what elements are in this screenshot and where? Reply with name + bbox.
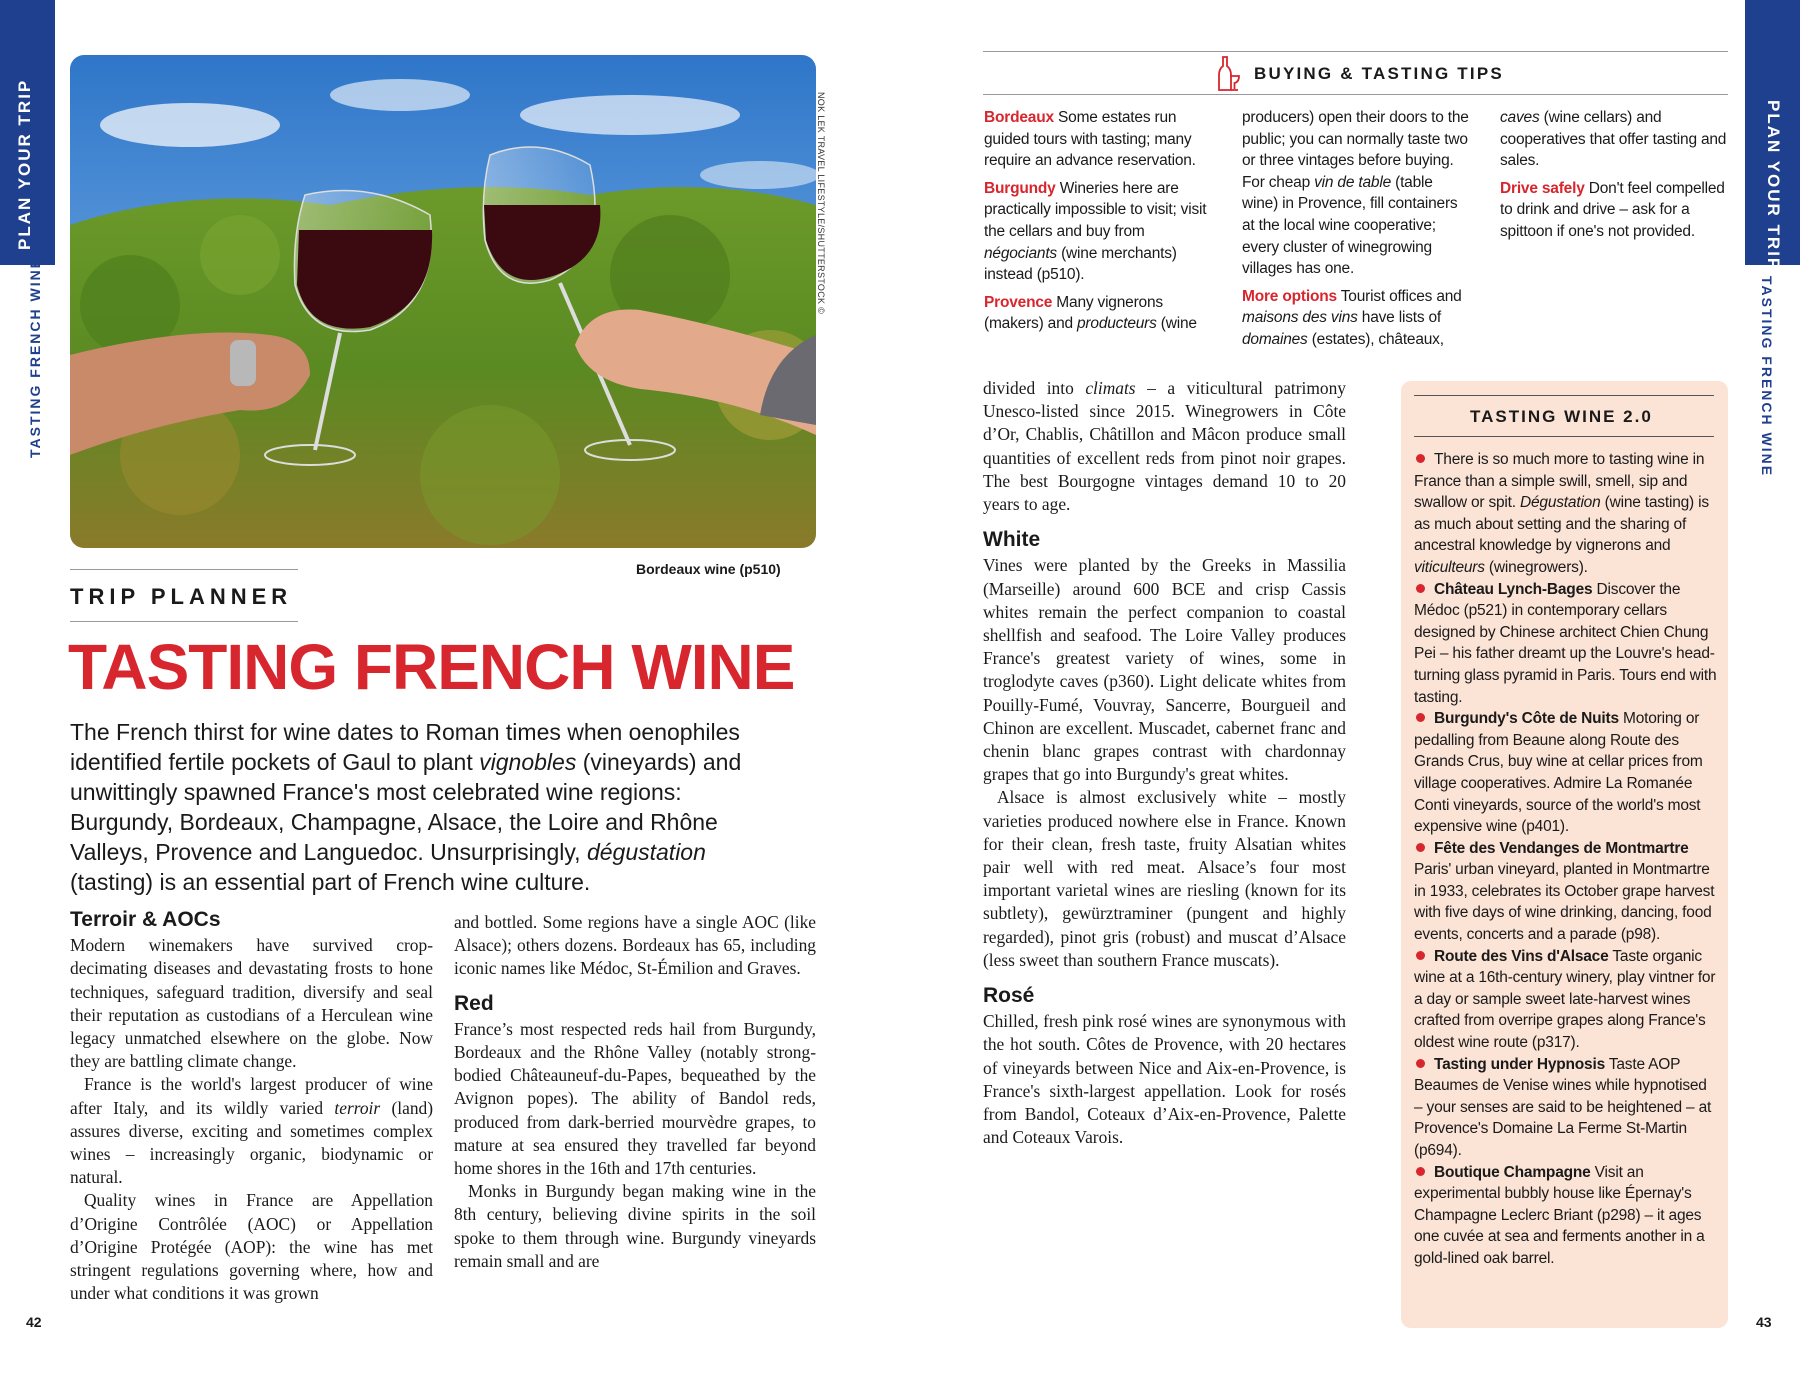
- sidebar-item: There is so much more to tasting wine in France than a simple swill, smell, sip and swallow or spit. Dégustation (wine tasting) is as much about setting and the sharing of ancestral knowledge by vignerons and viticulteurs (winegrowers).: [1414, 451, 1709, 576]
- red-paragraph-3: divided into climats – a viticultural patrimony Unesco-listed since 2015. Winegrowers in Côte d’Or, Chablis, Châtillon and Mâcon produce small quantities of excellent reds from pinot noir grapes. The best Bourgogne vintages demand 10 to 20 years to age.: [983, 378, 1346, 515]
- terroir-paragraph-1: Modern winemakers have survived crop-decimating diseases and devastating frosts to hone techniques, safeguard tradition, diversify and seal their reputation as custodians of a Herculean wine legacy unmatched elsewhere on the globe. Now they are battling climate change.: [70, 935, 433, 1072]
- sidebar-title: TASTING WINE 2.0: [1470, 407, 1653, 426]
- tip-provence-continued: producers) open their doors to the public; you can normally taste two or three vintages before buying. For cheap vin de table (table wine) in Provence, fill containers at the local wine cooperative; every cluster of winegrowing villages has one.: [1242, 109, 1469, 278]
- terroir-heading: Terroir & AOCs: [70, 908, 221, 931]
- sidebar-item: Tasting under Hypnosis Taste AOP Beaumes de Venise wines while hypnotised – your senses are said to be heightened – at Provence's Domaine La Ferme St-Martin (p694).: [1414, 1055, 1712, 1159]
- kicker-rule-bottom: [70, 621, 298, 622]
- sidebar-rule-bottom: [1414, 436, 1714, 437]
- terroir-paragraph-4: and bottled. Some regions have a single AOC (like Alsace); others dozens. Bordeaux has 65, including iconic names like Médoc, St-Émilion and Graves.: [454, 912, 816, 979]
- chapter-label-left: TASTING FRENCH WINE: [27, 256, 43, 458]
- sidebar-item: Burgundy's Côte de Nuits Motoring or pedalling from Beaune along Route des Grands Crus, buy wine at cellar prices from village cooperatives. Admire La Romanée Conti vineyards, source of the world's most expensive wine (p401).: [1414, 710, 1703, 836]
- white-heading: White: [983, 528, 1041, 552]
- red-heading: Red: [454, 991, 494, 1015]
- rose-heading: Rosé: [983, 984, 1035, 1008]
- tips-column-1: [984, 107, 1212, 341]
- tip-bordeaux: Bordeaux Some estates run guided tours with tasting; many require an advance reservation.: [984, 109, 1196, 170]
- photo-caption: Bordeaux wine (p510): [636, 561, 781, 577]
- page-number-right: 43: [1756, 1314, 1772, 1330]
- sidebar-item: Route des Vins d'Alsace Taste organic wine at a 16th-century winery, play vintner for a day or sample sweet late-harvest wines crafted from overripe grapes along France's oldest wine route (p317).: [1414, 947, 1716, 1052]
- body-column-3: [983, 377, 1346, 1150]
- section-tab-label-right: PLAN YOUR TRIP: [1764, 100, 1783, 272]
- white-paragraph-1: Vines were planted by the Greeks in Massilia (Marseille) around 600 BCE and crisp Cassis whites remain the perfect companion to coastal shellfish and seafood. The Loire Valley produces France's greatest variety of wines, some in troglodyte caves (p360). Light delicate whites from Pouilly-Fumé, Vouvray, Sancerre, Bourgueil and Chinon are excellent. Muscadet, cabernet franc and chenin blanc grapes contrast with chardonnay grapes that go into Burgundy's great whites.: [983, 555, 1346, 785]
- bullet-icon: [1416, 584, 1425, 593]
- bullet-icon: [1416, 1167, 1425, 1176]
- wine-photo: [70, 55, 816, 548]
- red-paragraph-1: France’s most respected reds hail from Burgundy, Bordeaux and the Rhône Valley (notably strong-bodied Châteauneuf-du-Papes, bequeathed by the Avignon popes). The ability of Bandol reds, produced from dark-berried mourvèdre grapes, to mature at sea ensured they travelled far beyond home shores in the 16th and 17th centuries.: [454, 1018, 816, 1179]
- tips-column-2: [1242, 107, 1470, 357]
- red-paragraph-2: Monks in Burgundy began making wine in the 8th century, believing divine spirits in the soil spoke to them through wine. Burgundy vineyards remain small and are: [454, 1181, 816, 1271]
- intro-paragraph: The French thirst for wine dates to Roman times when oenophiles identified fertile pockets of Gaul to plant vignobles (vineyards) and unwittingly spawned France's most celebrated wine regions: Burgundy, Bordeaux, Champagne, Alsace, the Loire and Rhône Valleys, Provence and Languedoc. Unsurprisingly, dégustation (tasting) is an essential part of French wine culture.: [70, 719, 742, 895]
- section-tab-label-left: PLAN YOUR TRIP: [15, 78, 34, 250]
- body-column-1: [70, 908, 433, 1305]
- sidebar-item: Fête des Vendanges de Montmartre Paris' urban vineyard, planted in Montmartre in 1933, celebrates its October grape harvest with five days of wine drinking, dancing, food events, concerts and a parade (p98).: [1414, 839, 1715, 944]
- tip-more-options-continued: caves (wine cellars) and cooperatives that offer tasting and sales.: [1500, 109, 1727, 170]
- white-paragraph-2: Alsace is almost exclusively white – mostly varieties produced nowhere else in France. Known for their clean, fresh taste, fruity Alsatian whites pair well with red meat. Alsace’s four most important varietal wines are riesling (known for its subtlety), gewürztraminer (pungent and highly regarded), pinot gris (robust) and muscat d’Alsace (less sweet than southern France muscats).: [983, 787, 1346, 970]
- bullet-icon: [1416, 951, 1425, 960]
- tip-provence: Provence Many vignerons (makers) and producteurs (wine: [984, 293, 1197, 333]
- body-column-2: [454, 911, 816, 1273]
- tip-drive-safely: Drive safely Don't feel compelled to drink and drive – ask for a spittoon if one's not provided.: [1500, 179, 1725, 240]
- sidebar-rule-top: [1414, 395, 1714, 396]
- terroir-paragraph-2: France is the world's largest producer of wine after Italy, and its wildly varied terroir (land) assures diverse, exciting and sometimes complex wines – increasingly organic, biodynamic or natural.: [70, 1074, 433, 1188]
- page-number-left: 42: [26, 1314, 42, 1330]
- sidebar-list: [1414, 449, 1719, 1270]
- tips-column-3: [1500, 107, 1728, 249]
- photo-credit: NOK LEK TRAVEL LIFESTYLE/SHUTTERSTOCK ©: [816, 92, 826, 315]
- terroir-paragraph-3: Quality wines in France are Appellation d’Origine Contrôlée (AOC) or Appellation d’Origine Protégée (AOP): the wine has met stringent regulations governing where, how and under what conditions it was grown: [70, 1190, 433, 1304]
- bullet-icon: [1416, 1059, 1425, 1068]
- tips-rule-bottom: [983, 94, 1728, 95]
- chapter-label-right: TASTING FRENCH WINE: [1759, 276, 1775, 478]
- wine-bottle-icon: [1216, 56, 1240, 92]
- sidebar-item: Boutique Champagne Visit an experimental bubbly house like Épernay's Champagne Leclerc Briant (p298) – it ages one cuvée at sea and ferments another in a gold-lined oak barrel.: [1414, 1163, 1705, 1267]
- tip-more-options: More options Tourist offices and maisons des vins have lists of domaines (estates), châteaux,: [1242, 287, 1462, 348]
- wine-toast-illustration: [70, 55, 816, 548]
- bullet-icon: [1416, 713, 1425, 722]
- tips-heading: BUYING & TASTING TIPS: [1254, 64, 1504, 83]
- tips-rule-top: [983, 51, 1728, 52]
- rose-paragraph: Chilled, fresh pink rosé wines are synonymous with the hot south. Côtes de Provence, with 20 hectares of vineyards between Nice and Aix-en-Provence, is France's sixth-largest appellation. Look for rosés from Bandol, Coteaux d’Aix-en-Provence, Palette and Coteaux Varois.: [983, 1011, 1346, 1148]
- tip-burgundy: Burgundy Wineries here are practically impossible to visit; visit the cellars and buy from négociants (wine merchants) instead (p510).: [984, 179, 1207, 284]
- page-title: TASTING FRENCH WINE: [68, 631, 795, 703]
- section-kicker: TRIP PLANNER: [70, 584, 293, 609]
- bullet-icon: [1416, 454, 1425, 463]
- kicker-rule-top: [70, 569, 298, 570]
- sidebar-item: Château Lynch-Bages Discover the Médoc (p521) in contemporary cellars designed by Chinese architect Chien Chung Pei – his father dreamt up the Louvre's head-turning glass pyramid in Paris. Tours end with tasting.: [1414, 580, 1717, 706]
- bullet-icon: [1416, 843, 1425, 852]
